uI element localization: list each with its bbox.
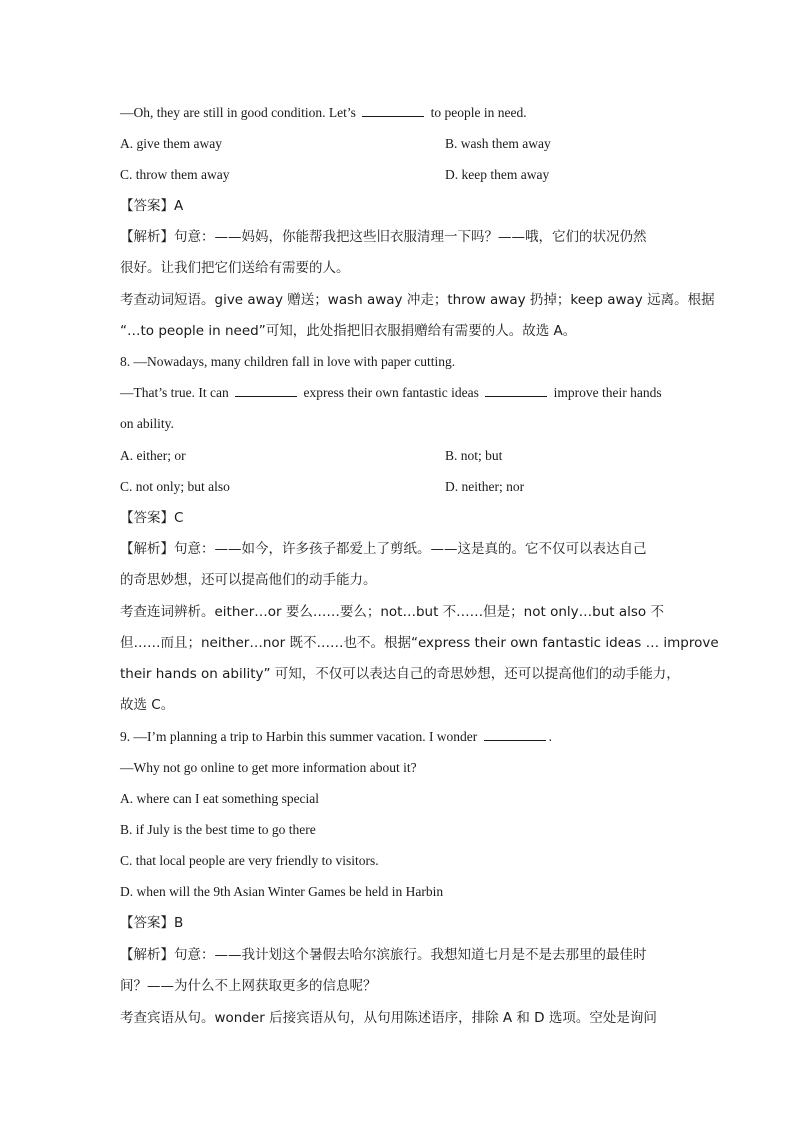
q9-question-post: . — [548, 729, 553, 744]
q7-option-b: B. wash them away — [445, 136, 551, 151]
q9-answer-blank — [484, 727, 546, 741]
q7-option-c: C. throw them away — [120, 167, 230, 182]
q7-answer-blank — [362, 103, 424, 117]
q7-dialog-b-post: to people in need. — [430, 105, 527, 120]
q9-option-a: A. where can I eat something special — [120, 791, 320, 806]
q7-answer: 【答案】A — [120, 198, 184, 214]
q9-analysis-line3: 考查宾语从句。wonder 后接宾语从句，从句用陈述语序，排除 A 和 D 选项。空处是询问 — [120, 1010, 657, 1026]
q8-option-d: D. neither; nor — [445, 479, 525, 494]
q8-analysis-line4: 但……而且；neither…nor 既不……也不。根据“express their own fantastic ideas … improve — [120, 635, 719, 651]
q7-option-a: A. give them away — [120, 136, 222, 151]
q8-question: 8. —Nowadays, many children fall in love with paper cutting. — [120, 354, 456, 369]
q9-dialog-b: —Why not go online to get more information about it? — [120, 760, 417, 775]
q8-analysis-line5: their hands on ability” 可知，不仅可以表达自己的奇思妙想，还可以提高他们的动手能力， — [120, 666, 680, 682]
q7-analysis-line3: 考查动词短语。give away 赠送；wash away 冲走；throw away 扔掉；keep away 远离。根据 — [120, 292, 715, 308]
q8-dialog-b-pre: —That’s true. It can — [120, 385, 229, 400]
q7-analysis-line1: 【解析】句意：——妈妈，你能帮我把这些旧衣服清理一下吗？——哦，它们的状况仍然 — [120, 229, 647, 245]
q8-analysis-line6: 故选 C。 — [120, 697, 175, 713]
q8-option-c: C. not only; but also — [120, 479, 230, 494]
q9-option-d: D. when will the 9th Asian Winter Games be held in Harbin — [120, 884, 444, 899]
q8-analysis-line1: 【解析】句意：——如今，许多孩子都爱上了剪纸。——这是真的。它不仅可以表达自己 — [120, 541, 647, 557]
q9-question-pre: 9. —I’m planning a trip to Harbin this summer vacation. I wonder — [120, 729, 478, 744]
q8-answer: 【答案】C — [120, 510, 184, 526]
q7-dialog-b — [120, 103, 680, 123]
q8-analysis-line2: 的奇思妙想，还可以提高他们的动手能力。 — [120, 572, 377, 588]
q9-option-c: C. that local people are very friendly to visitors. — [120, 853, 379, 868]
q7-option-d: D. keep them away — [445, 167, 550, 182]
q8-analysis-line3: 考查连词辨析。either…or 要么……要么；not…but 不……但是；not only…but also 不 — [120, 604, 664, 620]
q7-analysis-line2: 很好。让我们把它们送给有需要的人。 — [120, 260, 350, 276]
q8-option-b: B. not; but — [445, 448, 503, 463]
q8-answer-blank-2 — [485, 383, 547, 397]
q9-question — [120, 727, 680, 747]
q9-analysis-line1: 【解析】句意：——我计划这个暑假去哈尔滨旅行。我想知道七月是不是去那里的最佳时 — [120, 947, 647, 963]
q8-option-a: A. either; or — [120, 448, 186, 463]
q9-option-b: B. if July is the best time to go there — [120, 822, 316, 837]
q7-dialog-b-pre: —Oh, they are still in good condition. Let’s — [120, 105, 356, 120]
q7-analysis-line4: “…to people in need”可知，此处指把旧衣服捐赠给有需要的人。故选 A。 — [120, 323, 577, 339]
q8-dialog-b-post: improve their hands — [553, 385, 662, 400]
q9-analysis-line2: 间？——为什么不上网获取更多的信息呢？ — [120, 978, 377, 994]
q8-dialog-b-mid: express their own fantastic ideas — [303, 385, 479, 400]
q8-dialog-b-cont: on ability. — [120, 416, 174, 431]
q8-answer-blank-1 — [235, 383, 297, 397]
q9-answer: 【答案】B — [120, 915, 184, 931]
q8-dialog-b — [120, 383, 680, 403]
